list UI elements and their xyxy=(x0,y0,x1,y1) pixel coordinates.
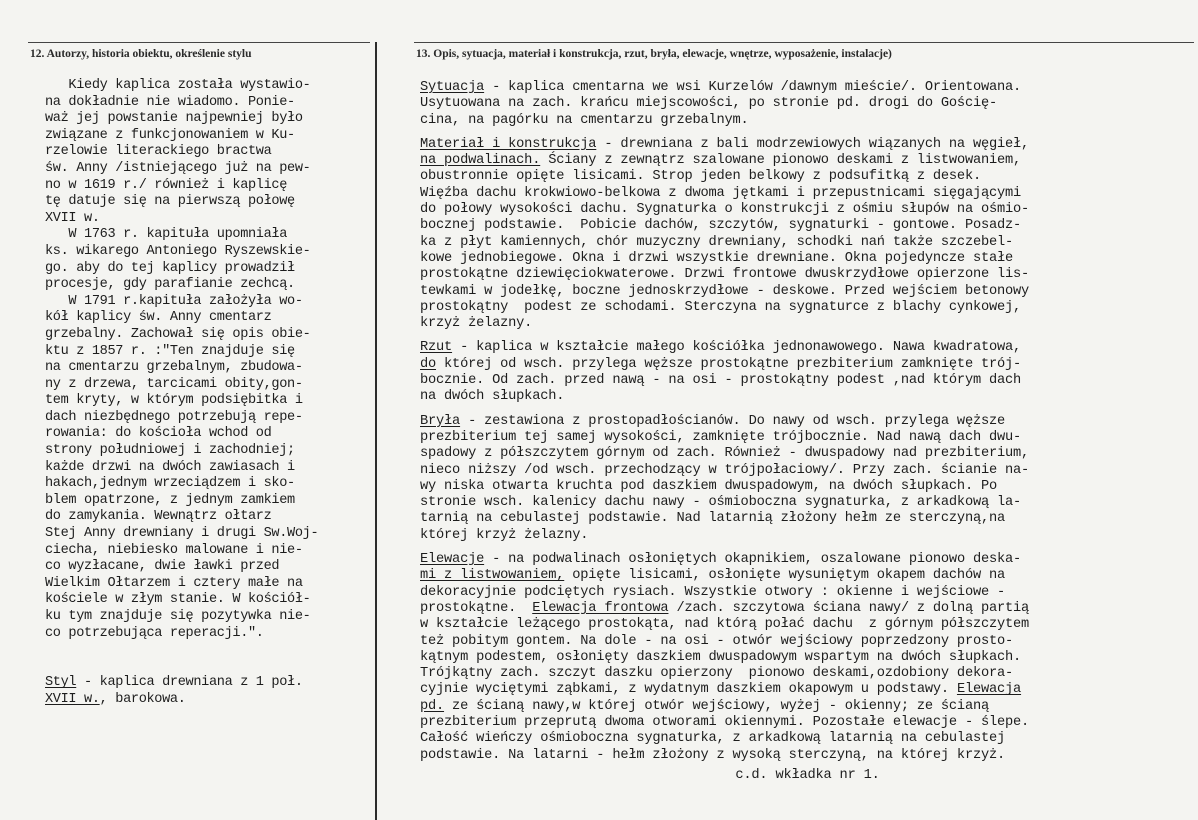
history-line: na cmentarzu grzebalnym, zbudowa- xyxy=(45,360,303,376)
history-line: Kiedy kaplica została wystawio- xyxy=(45,78,311,93)
spacer xyxy=(45,659,377,676)
material-line: do połowy wysokości dachu. Sygnaturka o konstrukcji z ośmiu słupów na ośmio- xyxy=(420,202,1030,218)
history-column xyxy=(45,78,377,709)
elevations-line: Całość wieńczy ośmioboczna sygnaturka, z arkadkową latarnią na cebulastej xyxy=(420,731,1006,747)
material-line: prostokątny podest ze schodami. Sterczyna na sygnaturce z blachy cynkowej, xyxy=(420,299,1022,315)
plan-underlined: do xyxy=(420,356,437,372)
elevations-text-block xyxy=(420,715,1195,764)
history-line: rzelowie literackiego bractwa xyxy=(45,144,272,160)
massing-text-block xyxy=(420,430,1195,544)
plan-text: której od wsch. przylega węższe prostokątne prezbiterium zamknięte trój- xyxy=(436,356,1022,372)
massing-line: tarnią na cebulastej podstawie. Nad latarnią złożony hełm ze sterczyną,na xyxy=(420,511,1006,527)
history-line: hakach,jednym wrzeciądzem i sko- xyxy=(45,476,295,492)
continued-note: c.d. wkładka nr 1. xyxy=(735,767,880,783)
history-text xyxy=(45,78,377,642)
history-line: go. aby do tej kaplicy prowadził xyxy=(45,260,295,276)
history-line: do zamykania. Wewnątrz ołtarz xyxy=(45,509,272,525)
plan-line xyxy=(420,357,1195,373)
left-header-rule xyxy=(28,42,370,43)
material-text: - drewniana z bali modrzewiowych wiązanych na węgieł, xyxy=(596,136,1030,152)
history-line: tem kryty, w którym podsiębitka i xyxy=(45,393,303,409)
elevations-text: ze ścianą nawy,w której otwór wejściowy, wyżej - okienny; ze ścianą xyxy=(444,698,989,714)
elevations-paragraph xyxy=(420,552,1195,764)
history-line: blem opatrzone, z jednym zamkiem xyxy=(45,492,295,508)
elevations-line: dekoracyjnie podciętych rysiach. Wszystkie otwory : okienne i wejściowe - xyxy=(420,584,1006,600)
history-line: Stej Anny drewniany i drugi Sw.Woj- xyxy=(45,526,319,542)
plan-line xyxy=(420,340,1195,356)
history-line: co wyzłacane, dwie ławki przed xyxy=(45,559,280,575)
elevations-line xyxy=(420,699,1195,715)
elevations-line: w kształcie leżącego prostokąta, nad którą połać dachu z górnym półszczytem xyxy=(420,617,1030,633)
history-line: św. Anny /istniejącego już na pew- xyxy=(45,160,311,176)
elevations-text: - na podwalinach osłoniętych okapnikiem, oszalowane pionowo deska- xyxy=(484,552,1022,568)
material-text: Ściany z zewnątrz szalowane pionowo deskami z listwowaniem, xyxy=(540,153,1022,169)
history-line: tę datuje się na pierwszą połowę xyxy=(45,194,295,210)
south-elevation-label-cont: pd. xyxy=(420,698,445,714)
elevations-line xyxy=(420,682,1195,698)
history-line: W 1763 r. kapituła upomniała xyxy=(45,227,288,243)
massing-line: spadowy z półszczytem górnym od zach. Również - dwuspadowy nad prezbiterium, xyxy=(420,446,1030,462)
situation-paragraph xyxy=(420,80,1195,129)
history-line: dach niezbędnego potrzebują repe- xyxy=(45,409,303,425)
plan-label: Rzut xyxy=(420,340,453,356)
history-line: kościele w złym stanie. W kościół- xyxy=(45,592,311,608)
massing-line: prezbiterium tej samej wysokości, zamknięte trójbocznie. Nad nawą dach dwu- xyxy=(420,429,1022,445)
massing-line: stronie wsch. kalenicy dachu nawy - ośmioboczna sygnaturka, z arkadkową la- xyxy=(420,495,1022,511)
history-line: ktu z 1857 r. :"Ten znajduje się xyxy=(45,343,295,359)
elevations-underlined: mi z listwowaniem, xyxy=(420,568,565,584)
history-line: związane z funkcjonowaniem w Ku- xyxy=(45,127,295,143)
description-column xyxy=(420,80,1195,784)
massing-line: której krzyż żelazny. xyxy=(420,527,589,543)
history-line: waż jej powstanie najpewniej było xyxy=(45,111,303,127)
history-line: no w 1619 r./ również i kaplicę xyxy=(45,177,288,193)
material-paragraph xyxy=(420,137,1195,333)
history-line: na dokładnie nie wiadomo. Ponie- xyxy=(45,94,295,110)
material-line: krzyż żelazny. xyxy=(420,316,533,332)
material-text-block xyxy=(420,169,1195,332)
elevations-line: kątnym podestem, osłonięty daszkiem dwuspadowym wspartym na dwóch słupkach. xyxy=(420,649,1022,665)
left-section-header: 12. Autorzy, historia obiektu, określenie stylu xyxy=(30,48,252,60)
style-century: XVII w. xyxy=(45,691,100,707)
history-line: grzebalny. Zachował się opis obie- xyxy=(45,326,311,342)
material-line: ka z płyt kamiennych, chór muzyczny drewniany, schodki nań także szczebel- xyxy=(420,234,1014,250)
situation-text: - kaplica cmentarna we wsi Kurzelów /dawnym mieście/. Orientowana. xyxy=(484,80,1022,95)
style-text: - kaplica drewniana z 1 poł. xyxy=(76,675,303,691)
situation-line: cina, na pagórku na cmentarzu grzebalnym. xyxy=(420,112,749,128)
material-line: obustronnie opięte lisicami. Strop jeden belkowy z podsufitką z desek. xyxy=(420,169,981,185)
massing-line: nieco niższy /od wsch. przechodzący w trójpołaciowy/. Przy zach. ścianie na- xyxy=(420,462,1030,478)
history-line: co potrzebująca reperacji.". xyxy=(45,625,264,641)
history-line: kół kaplicy św. Anny cmentarz xyxy=(45,310,272,326)
material-label: Materiał i konstrukcja xyxy=(420,136,597,152)
material-line xyxy=(420,153,1195,169)
massing-text: - zestawiona z prostopadłościanów. Do nawy od wsch. przylega węższe xyxy=(460,413,1006,429)
history-line: ny z drzewa, tarcicami obity,gon- xyxy=(45,376,303,392)
material-line: prostokątne dziewięciokwaterowe. Drzwi frontowe dwuskrzydłowe opierzone lis- xyxy=(420,267,1030,283)
massing-label: Bryła xyxy=(420,413,461,429)
history-line: rowania: do kościoła wchod od xyxy=(45,426,272,442)
elevations-text: opięte lisicami, osłonięte wysuniętym okapem dachów na xyxy=(564,568,1006,584)
history-line: Wielkim Ołtarzem i cztery małe na xyxy=(45,575,303,591)
elevations-label: Elewacje xyxy=(420,552,485,568)
plan-line: bocznie. Od zach. przed nawą - na osi - prostokątny podest ,nad którym dach xyxy=(420,373,1022,389)
style-line xyxy=(45,675,377,692)
history-line: XVII w. xyxy=(45,210,100,226)
elevations-line: podstawie. Na latarni - hełm złożony z wysoką sterczyną, na której krzyż. xyxy=(420,747,1006,763)
style-line-2 xyxy=(45,692,377,709)
plan-paragraph xyxy=(420,340,1195,405)
massing-line xyxy=(420,414,1195,430)
south-elevation-label: Elewacja xyxy=(956,682,1022,698)
elevations-text-block xyxy=(420,617,1195,682)
style-label: Styl xyxy=(45,675,77,691)
plan-text: - kaplica w kształcie małego kościółka jednonawowego. Nawa kwadratowa, xyxy=(452,340,1022,356)
material-line: bocznej podstawie. Pobicie dachów, szczytów, sygnaturki - gontowe. Posadz- xyxy=(420,218,1022,234)
spacer xyxy=(45,642,377,659)
elevations-line: prezbiterium przeprutą dwoma otworami okiennymi. Pozostałe elewacje - ślepe. xyxy=(420,714,1030,730)
elevations-line xyxy=(420,552,1195,568)
history-line: każde drzwi na dwóch zawiasach i xyxy=(45,459,295,475)
material-line: Więźba dachu krokwiowo-belkowa z dwoma jętkami i przepustnicami sięgającymi xyxy=(420,185,1022,201)
history-line: strony południowej i zachodniej; xyxy=(45,443,295,459)
material-line: kowe jednobiegowe. Okna i drzwi wszystkie drewniane. Okna pojedyncze stałe xyxy=(420,250,1014,266)
elevations-line: też pobitym gontem. Na dole - na osi - otwór wejściowy poprzedzony prosto- xyxy=(420,633,1014,649)
massing-paragraph xyxy=(420,414,1195,544)
history-line: W 1791 r.kapituła założyła wo- xyxy=(45,293,303,309)
situation-line: Usytuowana na zach. krańcu miejscowości, po stronie pd. drogi do Gościę- xyxy=(420,96,997,112)
elevations-line xyxy=(420,568,1195,584)
history-line: ku tym znajduje się pozytywka nie- xyxy=(45,609,311,624)
right-header-rule xyxy=(414,42,1194,43)
history-line: procesje, gdy parafianie zechcą. xyxy=(45,277,295,293)
right-section-header: 13. Opis, sytuacja, materiał i konstrukcja, rzut, bryła, elewacje, wnętrze, wyposażenie, instalacje) xyxy=(416,48,892,60)
massing-line: wy niska otwarta kruchta pod daszkiem dwuspadowym, na dwóch słupkach. Po xyxy=(420,478,997,494)
elevations-text: /zach. szczytowa ściana nawy/ z dolną partią xyxy=(668,600,1030,616)
elevations-line: Trójkątny zach. szczyt daszku opierzony pionowo deskami,ozdobiony dekora- xyxy=(420,666,1014,682)
elevations-line xyxy=(420,601,1195,617)
plan-line: na dwóch słupkach. xyxy=(420,389,565,405)
situation-label: Sytuacja xyxy=(420,80,485,95)
elevations-text: cyjnie wyciętymi ząbkami, z wydatnym daszkiem okapowym u podstawy. xyxy=(420,682,957,698)
history-line: ks. wikarego Antoniego Ryszewskie- xyxy=(45,243,311,259)
style-text-2: , barokowa. xyxy=(99,691,186,707)
situation-line xyxy=(420,80,1195,96)
material-line: tewkami w jodełkę, boczne jednoskrzydłowe - deskowe. Przed wejściem betonowy xyxy=(420,283,1030,299)
elevations-text: prostokątne. xyxy=(420,600,533,616)
front-elevation-label: Elewacja frontowa xyxy=(532,600,669,616)
material-line xyxy=(420,137,1195,153)
material-underlined: na podwalinach. xyxy=(420,153,541,169)
history-line: ciecha, niebiesko malowane i nie- xyxy=(45,542,303,558)
